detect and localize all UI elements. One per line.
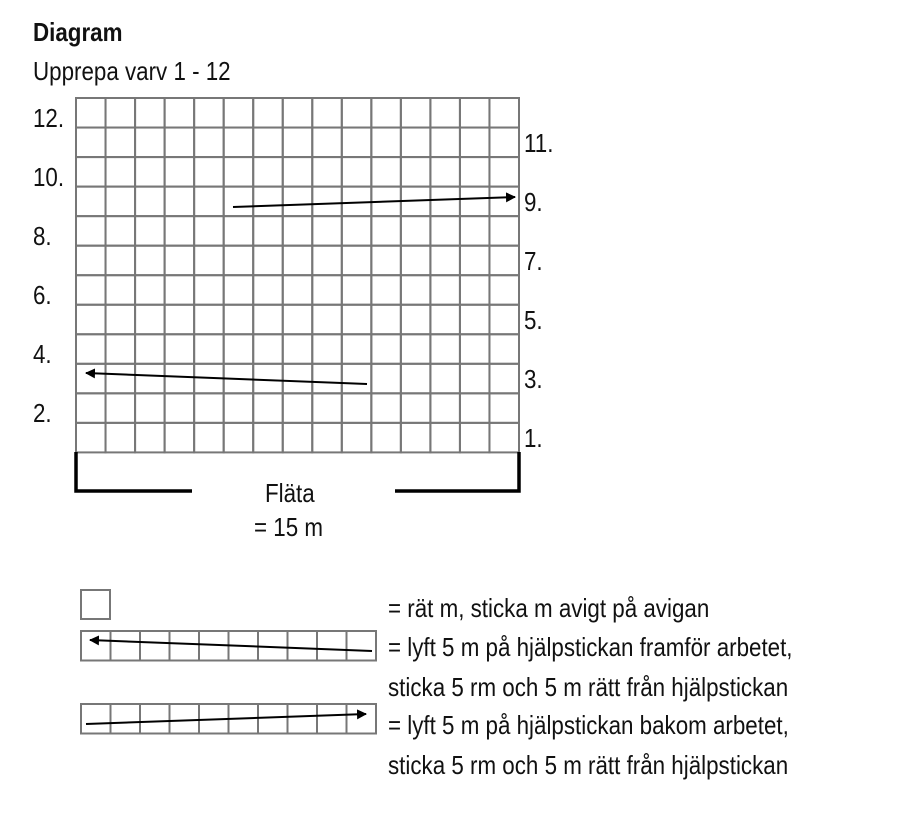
grid-cell <box>106 305 136 335</box>
grid-cell <box>430 216 460 246</box>
grid-cell <box>194 305 224 335</box>
grid-cell <box>194 423 224 453</box>
grid-cell <box>342 98 372 128</box>
diagram-title: Diagram <box>33 17 123 47</box>
grid-cell <box>288 631 318 661</box>
grid-cell <box>106 393 136 423</box>
grid-cell <box>224 157 254 187</box>
grid-cell <box>140 704 170 734</box>
grid-cell <box>224 98 254 128</box>
grid-cell <box>460 187 490 217</box>
grid-cell <box>401 305 431 335</box>
grid-cell <box>224 246 254 276</box>
cable-right-arrow-row-9 <box>233 197 515 207</box>
grid-cell <box>135 98 165 128</box>
grid-cell <box>224 334 254 364</box>
grid-cell <box>401 216 431 246</box>
grid-cell <box>253 187 283 217</box>
grid-cell <box>283 98 313 128</box>
grid-cell <box>312 98 342 128</box>
grid-cell <box>371 157 401 187</box>
grid-cell <box>489 128 519 158</box>
grid-cell <box>489 275 519 305</box>
row-label-right: 9. <box>524 187 543 217</box>
grid-cell <box>371 216 401 246</box>
row-label-left: 8. <box>33 221 52 251</box>
knitting-chart-grid <box>76 98 519 452</box>
grid-cell <box>430 423 460 453</box>
grid-cell <box>76 187 106 217</box>
grid-cell <box>283 128 313 158</box>
grid-cell <box>489 334 519 364</box>
grid-cell <box>342 305 372 335</box>
grid-cell <box>283 157 313 187</box>
grid-cell <box>342 128 372 158</box>
grid-cell <box>224 275 254 305</box>
grid-cell <box>489 305 519 335</box>
grid-cell <box>76 393 106 423</box>
grid-cell <box>489 98 519 128</box>
grid-cell <box>106 128 136 158</box>
grid-cell <box>76 128 106 158</box>
grid-cell <box>430 393 460 423</box>
grid-cell <box>460 334 490 364</box>
grid-cell <box>347 704 377 734</box>
grid-cell <box>106 157 136 187</box>
grid-cell <box>460 305 490 335</box>
grid-cell <box>342 364 372 394</box>
legend-knit-square-icon <box>81 590 110 619</box>
grid-cell <box>283 275 313 305</box>
grid-cell <box>342 334 372 364</box>
grid-cell <box>76 157 106 187</box>
grid-cell <box>194 128 224 158</box>
grid-cell <box>489 216 519 246</box>
grid-cell <box>165 216 195 246</box>
grid-cell <box>135 246 165 276</box>
grid-cell <box>76 98 106 128</box>
legend-cable-right-text-1: = lyft 5 m på hjälpstickan bakom arbetet, <box>388 710 789 740</box>
grid-cell <box>135 305 165 335</box>
bracket-label: Fläta <box>265 478 315 508</box>
grid-cell <box>312 246 342 276</box>
grid-cell <box>430 157 460 187</box>
legend-left-arrow <box>90 640 372 651</box>
grid-cell <box>253 423 283 453</box>
grid-cell <box>165 128 195 158</box>
row-label-right: 5. <box>524 305 543 335</box>
grid-cell <box>371 275 401 305</box>
grid-cell <box>460 423 490 453</box>
grid-cell <box>460 157 490 187</box>
row-label-right: 7. <box>524 246 543 276</box>
grid-cell <box>312 305 342 335</box>
grid-cell <box>312 423 342 453</box>
grid-cell <box>342 275 372 305</box>
grid-cell <box>165 393 195 423</box>
grid-cell <box>194 98 224 128</box>
grid-cell <box>312 334 342 364</box>
grid-cell <box>135 157 165 187</box>
grid-cell <box>194 246 224 276</box>
grid-cell <box>312 187 342 217</box>
grid-cell <box>253 364 283 394</box>
grid-cell <box>258 704 288 734</box>
grid-cell <box>140 631 170 661</box>
grid-cell <box>317 631 347 661</box>
grid-cell <box>165 98 195 128</box>
grid-cell <box>135 128 165 158</box>
grid-cell <box>106 216 136 246</box>
grid-cell <box>371 305 401 335</box>
grid-cell <box>224 128 254 158</box>
row-label-left: 10. <box>33 162 65 192</box>
grid-cell <box>317 704 347 734</box>
grid-cell <box>312 275 342 305</box>
grid-cell <box>401 275 431 305</box>
grid-cell <box>76 305 106 335</box>
row-label-left: 6. <box>33 280 52 310</box>
grid-cell <box>312 128 342 158</box>
row-label-right: 3. <box>524 364 543 394</box>
grid-cell <box>76 275 106 305</box>
grid-cell <box>76 246 106 276</box>
grid-cell <box>135 275 165 305</box>
legend-knit-text: = rät m, sticka m avigt på avigan <box>388 593 710 623</box>
grid-cell <box>401 157 431 187</box>
row-label-right: 11. <box>524 128 554 158</box>
row-label-left: 4. <box>33 339 52 369</box>
legend-cable-left-text-2: sticka 5 rm och 5 m rätt från hjälpstickan <box>388 672 789 702</box>
diagram-subtitle: Upprepa varv 1 - 12 <box>33 56 231 86</box>
grid-cell <box>253 216 283 246</box>
grid-cell <box>342 216 372 246</box>
grid-cell <box>430 246 460 276</box>
grid-cell <box>401 334 431 364</box>
grid-cell <box>135 334 165 364</box>
grid-cell <box>253 98 283 128</box>
grid-cell <box>170 704 200 734</box>
grid-cell <box>194 393 224 423</box>
grid-cell <box>165 275 195 305</box>
grid-cell <box>106 423 136 453</box>
grid-cell <box>283 216 313 246</box>
grid-cell <box>401 364 431 394</box>
grid-cell <box>460 128 490 158</box>
grid-cell <box>253 305 283 335</box>
grid-cell <box>81 631 111 661</box>
grid-cell <box>371 246 401 276</box>
grid-cell <box>460 364 490 394</box>
grid-cell <box>194 334 224 364</box>
grid-cell <box>106 275 136 305</box>
grid-cell <box>81 704 111 734</box>
row-label-right: 1. <box>524 423 543 453</box>
grid-cell <box>283 246 313 276</box>
grid-cell <box>135 364 165 394</box>
grid-cell <box>253 393 283 423</box>
grid-cell <box>489 423 519 453</box>
grid-cell <box>312 364 342 394</box>
grid-cell <box>342 246 372 276</box>
grid-cell <box>165 187 195 217</box>
grid-cell <box>194 216 224 246</box>
grid-cell <box>460 275 490 305</box>
grid-cell <box>489 157 519 187</box>
grid-cell <box>430 305 460 335</box>
grid-cell <box>347 631 377 661</box>
grid-cell <box>135 216 165 246</box>
grid-cell <box>106 98 136 128</box>
legend-right-arrow <box>86 714 366 724</box>
grid-cell <box>489 364 519 394</box>
grid-cell <box>460 98 490 128</box>
grid-cell <box>430 275 460 305</box>
grid-cell <box>283 187 313 217</box>
grid-cell <box>165 423 195 453</box>
grid-cell <box>430 334 460 364</box>
grid-cell <box>165 157 195 187</box>
grid-cell <box>342 423 372 453</box>
grid-cell <box>430 98 460 128</box>
grid-cell <box>253 157 283 187</box>
row-label-left: 2. <box>33 398 52 428</box>
grid-cell <box>312 393 342 423</box>
grid-cell <box>342 393 372 423</box>
row-label-left: 12. <box>33 103 65 133</box>
grid-cell <box>224 187 254 217</box>
grid-cell <box>165 246 195 276</box>
grid-cell <box>111 704 141 734</box>
grid-cell <box>371 364 401 394</box>
grid-cell <box>401 423 431 453</box>
grid-cell <box>253 246 283 276</box>
grid-cell <box>430 128 460 158</box>
legend-cable-right-text-2: sticka 5 rm och 5 m rätt från hjälpstickan <box>388 750 789 780</box>
grid-cell <box>283 393 313 423</box>
grid-cell <box>283 364 313 394</box>
grid-cell <box>224 393 254 423</box>
grid-cell <box>253 128 283 158</box>
cable-left-arrow-row-3 <box>86 373 367 384</box>
grid-cell <box>165 334 195 364</box>
grid-cell <box>135 423 165 453</box>
grid-cell <box>401 98 431 128</box>
grid-cell <box>312 157 342 187</box>
grid-cell <box>224 216 254 246</box>
grid-cell <box>224 423 254 453</box>
grid-cell <box>106 334 136 364</box>
grid-cell <box>76 423 106 453</box>
grid-cell <box>371 334 401 364</box>
grid-cell <box>342 157 372 187</box>
grid-cell <box>371 98 401 128</box>
grid-cell <box>106 246 136 276</box>
grid-cell <box>401 246 431 276</box>
grid-cell <box>224 305 254 335</box>
grid-cell <box>401 128 431 158</box>
legend-cable-left-text-1: = lyft 5 m på hjälpstickan framför arbetet, <box>388 632 793 662</box>
grid-cell <box>489 246 519 276</box>
grid-cell <box>135 393 165 423</box>
grid-cell <box>253 275 283 305</box>
grid-cell <box>371 128 401 158</box>
grid-cell <box>489 393 519 423</box>
grid-cell <box>106 187 136 217</box>
grid-cell <box>106 364 136 394</box>
grid-cell <box>165 364 195 394</box>
grid-cell <box>135 187 165 217</box>
grid-cell <box>430 364 460 394</box>
grid-cell <box>401 393 431 423</box>
grid-cell <box>312 216 342 246</box>
grid-cell <box>288 704 318 734</box>
grid-cell <box>194 157 224 187</box>
grid-cell <box>76 364 106 394</box>
grid-cell <box>460 246 490 276</box>
grid-cell <box>76 334 106 364</box>
grid-cell <box>283 423 313 453</box>
grid-cell <box>111 631 141 661</box>
grid-cell <box>430 187 460 217</box>
grid-cell <box>170 631 200 661</box>
grid-cell <box>371 393 401 423</box>
grid-cell <box>165 305 195 335</box>
grid-cell <box>194 275 224 305</box>
grid-cell <box>283 334 313 364</box>
grid-cell <box>489 187 519 217</box>
grid-cell <box>460 216 490 246</box>
grid-cell <box>460 393 490 423</box>
bracket-count: = 15 m <box>254 512 323 542</box>
grid-cell <box>194 187 224 217</box>
grid-cell <box>283 305 313 335</box>
grid-cell <box>76 216 106 246</box>
grid-cell <box>371 423 401 453</box>
grid-cell <box>253 334 283 364</box>
